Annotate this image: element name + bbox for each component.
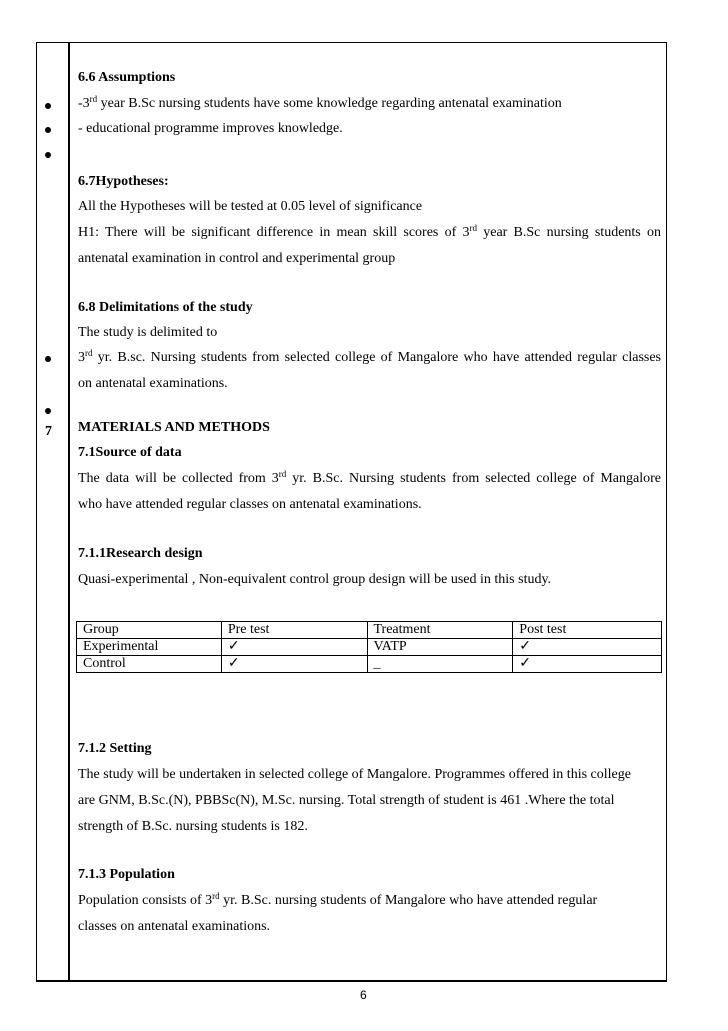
population-line-1: Population consists of 3rd yr. B.Sc. nursing students of Mangalore who have attended regular bbox=[78, 891, 598, 908]
hypothesis-h1: H1: There will be significant difference in mean skill scores of 3rd year B.Sc nursing students on bbox=[78, 223, 661, 240]
delimitations-line: The study is delimited to bbox=[78, 325, 218, 340]
table-header-cell: Group bbox=[77, 622, 222, 639]
hypotheses-heading: 6.7Hypotheses: bbox=[78, 174, 169, 189]
research-design-line: Quasi-experimental , Non-equivalent control group design will be used in this study. bbox=[78, 572, 552, 587]
delimitations-heading: 6.8 Delimitations of the study bbox=[78, 300, 253, 315]
hypotheses-line: All the Hypotheses will be tested at 0.05 level of significance bbox=[78, 199, 423, 214]
column-divider bbox=[68, 42, 70, 982]
bullet-marker bbox=[45, 356, 51, 362]
table-cell: Experimental bbox=[77, 639, 222, 656]
table-header-cell: Post test bbox=[513, 622, 662, 639]
page-number: 6 bbox=[360, 988, 367, 1002]
hypothesis-h1-continued: antenatal examination in control and experimental group bbox=[78, 251, 396, 266]
setting-heading: 7.1.2 Setting bbox=[78, 741, 152, 756]
table-cell: ✓ bbox=[513, 639, 662, 656]
setting-line-3: strength of B.Sc. nursing students is 182. bbox=[78, 819, 308, 834]
population-heading: 7.1.3 Population bbox=[78, 867, 175, 882]
setting-line-1: The study will be undertaken in selected college of Mangalore. Programmes offered in this college bbox=[78, 767, 631, 782]
table-cell: ✓ bbox=[221, 656, 367, 673]
table-cell: VATP bbox=[367, 639, 513, 656]
source-line-continued: who have attended regular classes on antenatal examinations. bbox=[78, 497, 422, 512]
table-cell: _ bbox=[367, 656, 513, 673]
source-heading: 7.1Source of data bbox=[78, 445, 182, 460]
design-table bbox=[76, 621, 662, 673]
table-cell: ✓ bbox=[513, 656, 662, 673]
assumption-item-2: - educational programme improves knowledge. bbox=[78, 121, 343, 136]
bullet-marker bbox=[45, 127, 51, 133]
materials-heading: MATERIALS AND METHODS bbox=[78, 420, 270, 435]
table-header-cell: Pre test bbox=[221, 622, 367, 639]
bullet-marker bbox=[45, 103, 51, 109]
population-line-2: classes on antenatal examinations. bbox=[78, 919, 271, 934]
table-row bbox=[77, 639, 662, 656]
bullet-marker bbox=[45, 152, 51, 158]
table-header-row bbox=[77, 622, 662, 639]
setting-line-2: are GNM, B.Sc.(N), PBBSc(N), M.Sc. nursing. Total strength of student is 461 .Where the total bbox=[78, 793, 615, 808]
table-cell: Control bbox=[77, 656, 222, 673]
table-cell: ✓ bbox=[221, 639, 367, 656]
delimitation-item: 3rd yr. B.sc. Nursing students from selected college of Mangalore who have attended regular classes bbox=[78, 348, 661, 365]
delimitation-item-continued: on antenatal examinations. bbox=[78, 376, 228, 391]
table-header-cell: Treatment bbox=[367, 622, 513, 639]
table-row bbox=[77, 656, 662, 673]
bullet-marker bbox=[45, 408, 51, 414]
assumptions-heading: 6.6 Assumptions bbox=[78, 70, 176, 85]
assumption-item-1: -3rd year B.Sc nursing students have some knowledge regarding antenatal examination bbox=[78, 94, 562, 111]
research-design-heading: 7.1.1Research design bbox=[78, 546, 203, 561]
source-line: The data will be collected from 3rd yr. B.Sc. Nursing students from selected college of Mangalore bbox=[78, 469, 661, 486]
section-number: 7 bbox=[45, 424, 52, 439]
